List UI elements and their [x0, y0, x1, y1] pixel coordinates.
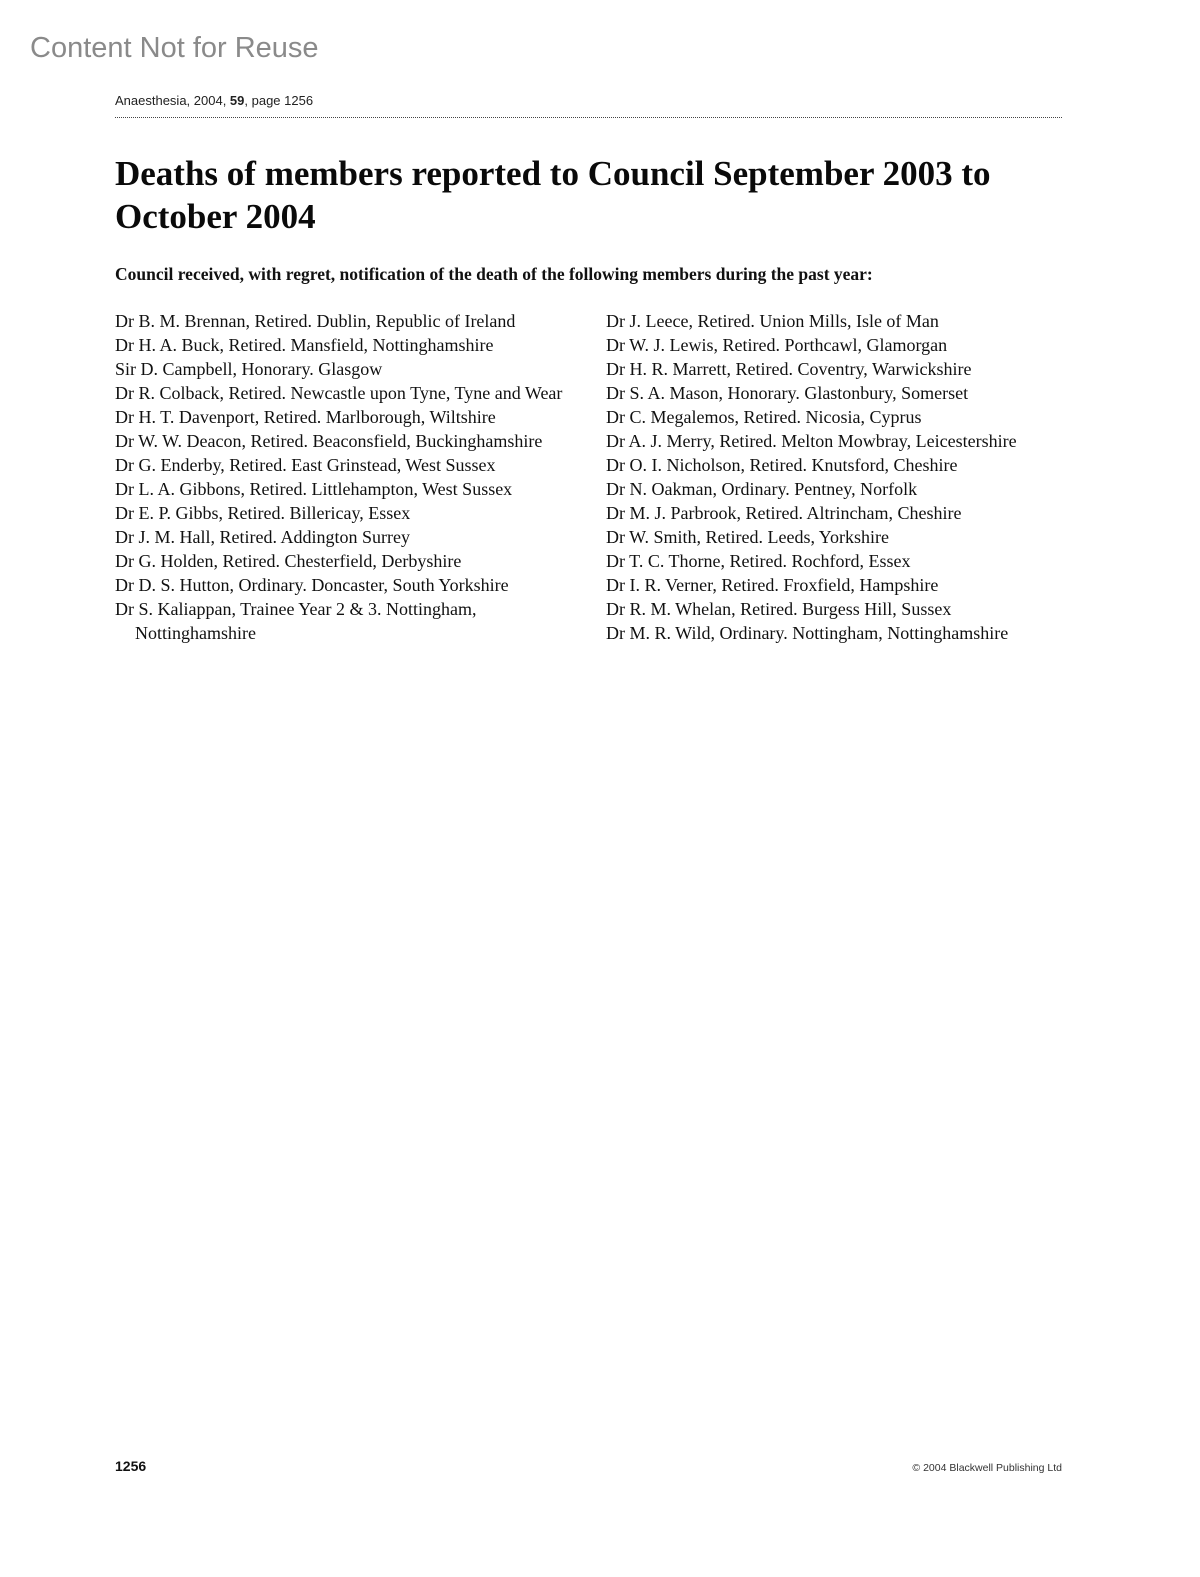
page-number: 1256	[115, 1458, 147, 1474]
list-item: Dr W. Smith, Retired. Leeds, Yorkshire	[606, 527, 889, 547]
list-item: Dr B. M. Brennan, Retired. Dublin, Republic of Ireland	[115, 311, 516, 331]
running-head-page: , page 1256	[244, 93, 314, 108]
list-item: Dr R. Colback, Retired. Newcastle upon Tyne, Tyne and Wear	[115, 383, 563, 403]
list-item: Dr W. J. Lewis, Retired. Porthcawl, Glamorgan	[606, 335, 948, 355]
intro-text: Council received, with regret, notification of the death of the following members during the past year:	[115, 264, 873, 284]
list-item: Dr A. J. Merry, Retired. Melton Mowbray, Leicestershire	[606, 431, 1017, 451]
list-item: Dr H. R. Marrett, Retired. Coventry, Warwickshire	[606, 359, 972, 379]
copyright-notice: © 2004 Blackwell Publishing Ltd	[912, 1462, 1062, 1474]
list-item: Dr G. Enderby, Retired. East Grinstead, West Sussex	[115, 455, 496, 475]
list-item: Dr S. Kaliappan, Trainee Year 2 & 3. Nottingham, Nottinghamshire	[115, 599, 477, 643]
list-item: Dr R. M. Whelan, Retired. Burgess Hill, Sussex	[606, 599, 952, 619]
list-item: Dr G. Holden, Retired. Chesterfield, Derbyshire	[115, 551, 462, 571]
list-item: Sir D. Campbell, Honorary. Glasgow	[115, 359, 383, 379]
list-item: Dr C. Megalemos, Retired. Nicosia, Cyprus	[606, 407, 922, 427]
list-item: Dr D. S. Hutton, Ordinary. Doncaster, South Yorkshire	[115, 575, 509, 595]
list-item: Dr S. A. Mason, Honorary. Glastonbury, Somerset	[606, 383, 969, 403]
member-list-left	[115, 309, 585, 645]
page-title: Deaths of members reported to Council September 2003 to October 2004	[115, 154, 991, 236]
running-head-journal: Anaesthesia, 2004,	[115, 93, 230, 108]
list-item: Dr M. R. Wild, Ordinary. Nottingham, Nottinghamshire	[606, 623, 1009, 643]
list-item: Dr J. M. Hall, Retired. Addington Surrey	[115, 527, 410, 547]
list-item: Dr H. A. Buck, Retired. Mansfield, Nottinghamshire	[115, 335, 494, 355]
list-item: Dr T. C. Thorne, Retired. Rochford, Essex	[606, 551, 911, 571]
list-item: Dr I. R. Verner, Retired. Froxfield, Hampshire	[606, 575, 939, 595]
list-item: Dr L. A. Gibbons, Retired. Littlehampton, West Sussex	[115, 479, 513, 499]
list-item: Dr O. I. Nicholson, Retired. Knutsford, Cheshire	[606, 455, 958, 475]
list-item: Dr N. Oakman, Ordinary. Pentney, Norfolk	[606, 479, 918, 499]
running-head	[115, 93, 313, 108]
member-list-right	[606, 309, 1076, 645]
list-item: Dr J. Leece, Retired. Union Mills, Isle of Man	[606, 311, 939, 331]
list-item: Dr E. P. Gibbs, Retired. Billericay, Essex	[115, 503, 411, 523]
header-divider	[115, 117, 1062, 118]
list-item: Dr W. W. Deacon, Retired. Beaconsfield, Buckinghamshire	[115, 431, 543, 451]
list-item: Dr M. J. Parbrook, Retired. Altrincham, Cheshire	[606, 503, 962, 523]
running-head-volume: 59	[229, 93, 245, 108]
watermark: Content Not for Reuse	[30, 32, 319, 64]
list-item: Dr H. T. Davenport, Retired. Marlborough, Wiltshire	[115, 407, 496, 427]
